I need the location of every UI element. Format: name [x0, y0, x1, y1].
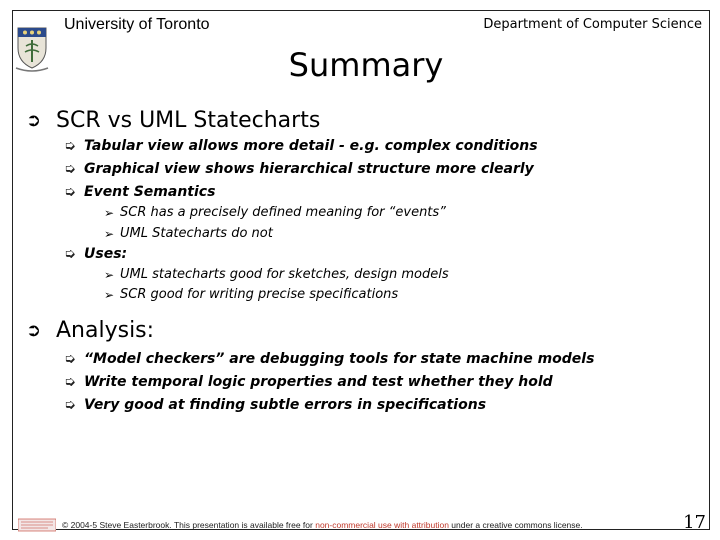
list-item: ➭ Event Semantics: [64, 184, 216, 200]
department-name: Department of Computer Science: [483, 17, 702, 32]
filled-arrow-icon: ➢: [104, 226, 115, 241]
list-item: ➭ Uses:: [64, 246, 128, 262]
hollow-arrow-icon: ➭: [64, 397, 76, 413]
filled-arrow-icon: ➢: [104, 205, 115, 220]
slide-footer: [0, 512, 720, 536]
filled-arrow-icon: ➢: [104, 267, 115, 282]
list-item: ➭ Write temporal logic properties and test whether they hold: [64, 374, 553, 390]
hollow-arrow-icon: ➭: [64, 351, 76, 367]
hollow-arrow-icon: ➭: [64, 161, 76, 177]
arrow-circle-icon: ➲: [26, 320, 42, 341]
filled-arrow-icon: ➢: [104, 287, 115, 302]
hollow-arrow-icon: ➭: [64, 138, 76, 154]
hollow-arrow-icon: ➭: [64, 374, 76, 390]
list-item: ➭ Graphical view shows hierarchical structure more clearly: [64, 161, 534, 177]
university-name: University of Toronto: [64, 16, 210, 33]
sub-list-item: ➢ UML Statecharts do not: [104, 226, 273, 241]
copyright-notice: © 2004-5 Steve Easterbrook. This presentation is available free for non-commercial use with attribution under a creative commons license.: [62, 520, 583, 530]
list-item: ➭ Tabular view allows more detail - e.g. complex conditions: [64, 138, 538, 154]
list-item: ➭ “Model checkers” are debugging tools for state machine models: [64, 351, 595, 367]
slide-title: Summary: [288, 46, 444, 84]
license-link[interactable]: non-commercial use with attribution: [315, 520, 449, 530]
sub-list-item: ➢ SCR good for writing precise specifications: [104, 287, 399, 302]
page-number: 17: [683, 512, 706, 533]
section-heading-analysis: ➲ Analysis:: [26, 318, 155, 343]
section-heading-scr-vs-uml: ➲ SCR vs UML Statecharts: [26, 108, 321, 133]
sub-list-item: ➢ SCR has a precisely defined meaning for “events”: [104, 205, 446, 220]
hollow-arrow-icon: ➭: [64, 184, 76, 200]
list-item: ➭ Very good at finding subtle errors in specifications: [64, 397, 487, 413]
creative-commons-logo-icon: [18, 518, 56, 532]
sub-list-item: ➢ UML statecharts good for sketches, design models: [104, 267, 449, 282]
arrow-circle-icon: ➲: [26, 110, 42, 131]
hollow-arrow-icon: ➭: [64, 246, 76, 262]
